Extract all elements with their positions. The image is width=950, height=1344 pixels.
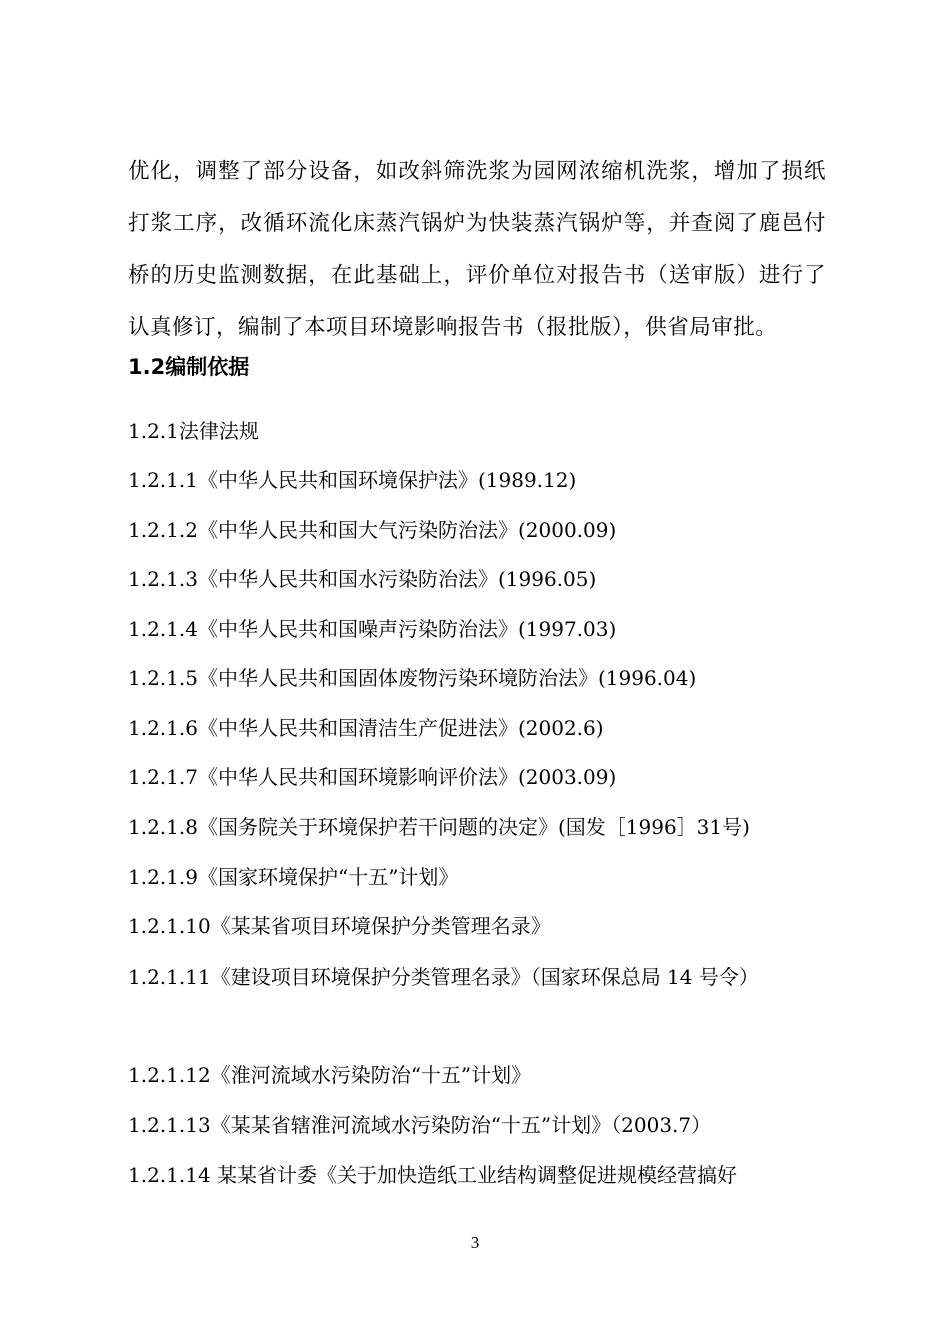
list-item: 1.2.1.11《建设项目环境保护分类管理名录》（国家环保总局 14 号令） — [128, 965, 759, 989]
list-item: 1.2.1.2《中华人民共和国大气污染防治法》(2000.09) — [128, 518, 617, 542]
list-item: 1.2.1.9《国家环境保护“十五”计划》 — [128, 865, 459, 889]
list-item: 1.2.1.7《中华人民共和国环境影响评价法》(2003.09) — [128, 765, 617, 789]
list-item: 1.2.1.12《淮河流域水污染防治“十五”计划》 — [128, 1063, 532, 1087]
subsection-heading: 1.2.1法律法规 — [128, 419, 259, 443]
section-heading: 1.2编制依据 — [128, 355, 250, 379]
page-number: 3 — [470, 1233, 480, 1252]
list-item: 1.2.1.4《中华人民共和国噪声污染防治法》(1997.03) — [128, 617, 617, 641]
list-item: 1.2.1.1《中华人民共和国环境保护法》(1989.12) — [128, 468, 577, 492]
list-item: 1.2.1.10《某某省项目环境保护分类管理名录》 — [128, 914, 551, 938]
list-item: 1.2.1.14 某某省计委《关于加快造纸工业结构调整促进规模经营搞好 — [128, 1163, 738, 1187]
intro-paragraph: 优化，调整了部分设备，如改斜筛洗浆为园网浓缩机洗浆，增加了损纸打浆工序，改循环流化床蒸汽锅炉为快装蒸汽锅炉等，并查阅了鹿邑付桥的历史监测数据，在此基础上，评价单位对报告书（送审版）进行了认真修订，编制了本项目环境影响报告书（报批版），供省局审批。 — [128, 159, 826, 340]
list-item: 1.2.1.8《国务院关于环境保护若干问题的决定》(国发［1996］31号) — [128, 815, 750, 839]
list-item: 1.2.1.5《中华人民共和国固体废物污染环境防治法》(1996.04) — [128, 666, 697, 690]
list-item: 1.2.1.13《某某省辖淮河流域水污染防治“十五”计划》（2003.7） — [128, 1113, 712, 1137]
list-item: 1.2.1.3《中华人民共和国水污染防治法》(1996.05) — [128, 567, 597, 591]
list-item: 1.2.1.6《中华人民共和国清洁生产促进法》(2002.6) — [128, 716, 604, 740]
